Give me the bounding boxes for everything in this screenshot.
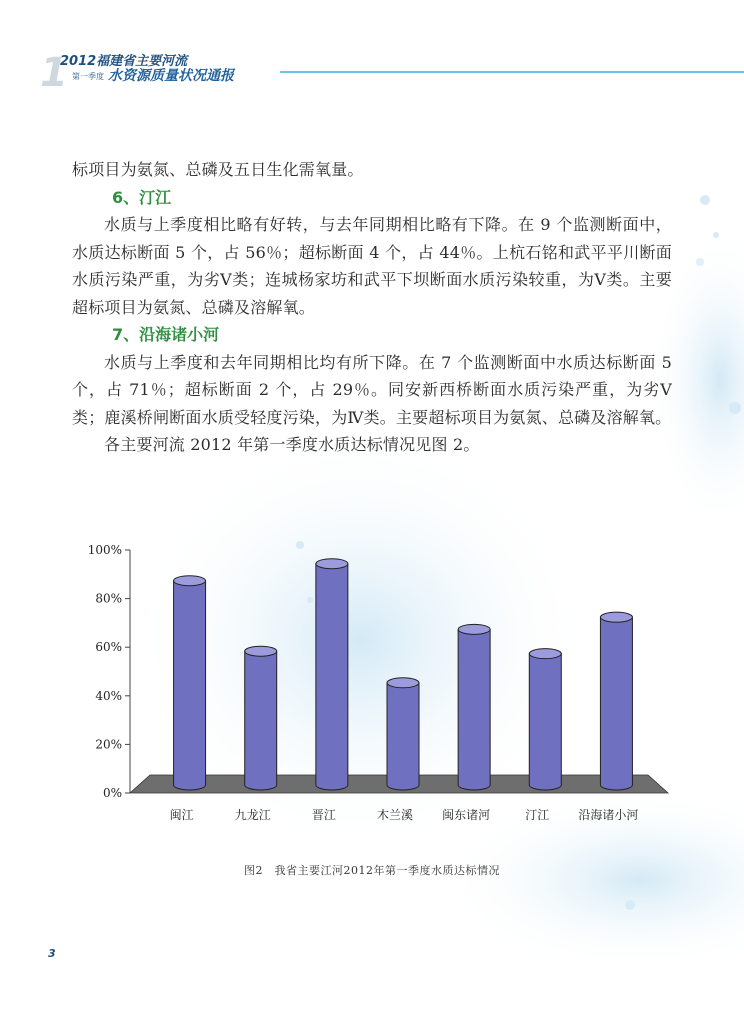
bar-top [387,678,419,688]
body-text [72,156,672,459]
header-quarter: 第一季度 [72,72,104,81]
header-number: 1 [40,50,68,96]
figure-caption: 图2 我省主要江河2012年第一季度水质达标情况 [244,864,500,877]
page-number: 3 [48,947,56,960]
bar-top [174,576,206,586]
header-rule [280,71,744,73]
bar [316,564,348,790]
compliance-bar-chart [80,535,680,835]
bar-top [529,649,561,659]
paragraph-continuation: 标项目为氨氮、总磷及五日生化需氧量。 [72,160,364,179]
y-tick-label: 60% [95,640,122,655]
y-tick-label: 20% [95,737,122,752]
bar-top [600,612,632,622]
x-tick-label: 沿海诸小河 [578,808,639,822]
bar [458,629,490,790]
page-header [0,40,744,120]
x-tick-label: 闽江 [169,808,194,822]
bar-top [458,624,490,634]
bar-top [316,559,348,569]
x-tick-label: 木兰溪 [376,808,414,822]
y-tick-label: 100% [87,543,122,557]
header-title-line2: 水资源质量状况通报 [108,68,234,84]
x-tick-label: 晋江 [311,808,336,822]
header-title-line1: 2012福建省主要河流 [60,54,188,69]
paragraph-coastal: 水质与上季度和去年同期相比均有所下降。在 7 个监测断面中水质达标断面 5 个，占 71％；超标断面 2 个，占 29％。同安新西桥断面水质污染严重，为劣Ⅴ类；鹿溪桥闸断面水质受轻度污染，为Ⅳ类。主要超标项目为氨氮、总磷及溶解氧。 [72,352,672,427]
section-heading-tingjiang: 6、汀江 [112,187,172,207]
paragraph-figure-ref: 各主要河流 2012 年第一季度水质达标情况见图 2。 [104,435,480,454]
x-tick-label: 汀江 [525,808,550,822]
y-tick-label: 80% [95,591,122,606]
y-tick-label: 40% [95,688,122,703]
bar [600,617,632,790]
y-tick-label: 0% [102,786,122,800]
bar [387,683,419,790]
paragraph-tingjiang: 水质与上季度相比略有好转，与去年同期相比略有下降。在 9 个监测断面中，水质达标断面 5 个，占 56％；超标断面 4 个，占 44％。上杭石铭和武平平川断面水质污染严重，为劣Ⅴ类；连城杨家坊和武平下坝断面水质污染较重，为Ⅴ类。主要超标项目为氨氮、总磷及溶解氧。 [72,215,672,317]
x-tick-label: 九龙江 [234,808,271,822]
x-tick-label: 闽东诸河 [442,808,491,822]
bar [174,581,206,790]
bar-top [245,646,277,656]
bar [245,651,277,790]
section-heading-coastal: 7、沿海诸小河 [112,325,220,344]
bar [529,654,561,790]
